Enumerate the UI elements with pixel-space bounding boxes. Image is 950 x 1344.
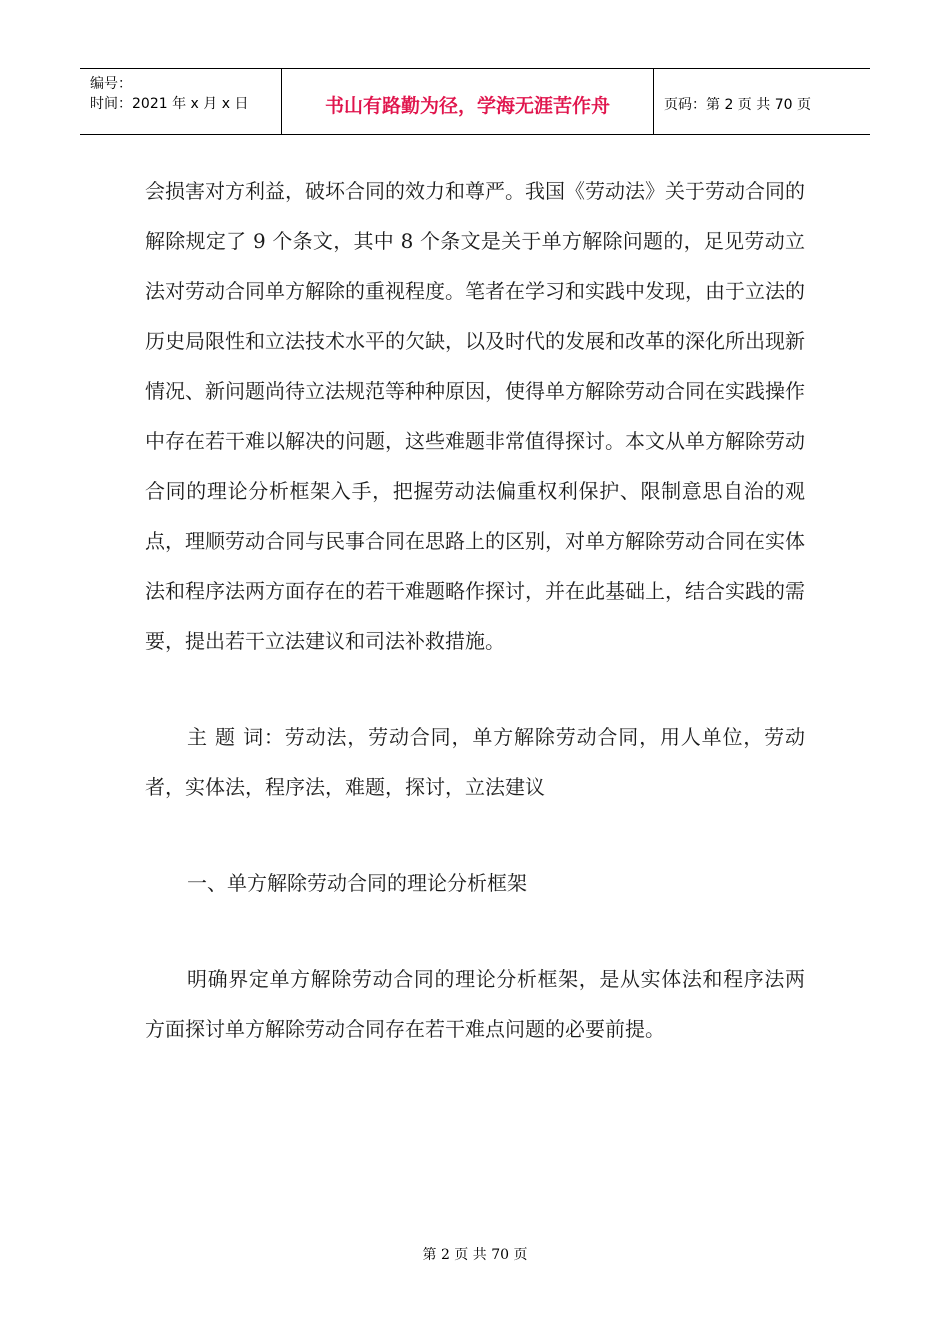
paragraph-spacer: [145, 812, 805, 858]
header-meta-cell: [80, 69, 282, 134]
section-heading: 一、单方解除劳动合同的理论分析框架: [187, 871, 527, 895]
header-motto: 书山有路勤为径，学海无涯苦作舟: [324, 95, 610, 117]
keywords-paragraph: 主 题 词：劳动法，劳动合同，单方解除劳动合同，用人单位，劳动者，实体法，程序法，难题，探讨，立法建议: [145, 725, 805, 799]
page-footer: 第 2 页 共 70 页: [422, 1247, 528, 1263]
paragraph-spacer: [145, 908, 805, 954]
header-motto-cell: [282, 69, 654, 134]
paragraph-spacer: [145, 666, 805, 712]
document-header: [80, 68, 870, 135]
header-page-cell: [654, 69, 870, 134]
document-time-label: 时间：2021 年 x 月 x 日: [90, 96, 249, 112]
body-paragraph: 会损害对方利益，破坏合同的效力和尊严。我国《劳动法》关于劳动合同的解除规定了 9 个条文，其中 8 个条文是关于单方解除问题的，足见劳动立法对劳动合同单方解除的重视程度。笔者在学习和实践中发现，由于立法的历史局限性和立法技术水平的欠缺，以及时代的发展和改革的深化所出现新情况、新问题尚待立法规范等种种原因，使得单方解除劳动合同在实践操作中存在若干难以解决的问题，这些难题非常值得探讨。本文从单方解除劳动合同的理论分析框架入手，把握劳动法偏重权利保护、限制意思自治的观点，理顺劳动合同与民事合同在思路上的区别，对单方解除劳动合同在实体法和程序法两方面存在的若干难题略作探讨，并在此基础上，结合实践的需要，提出若干立法建议和司法补救措施。: [145, 179, 805, 653]
document-body: [145, 166, 805, 1054]
body-paragraph: 明确界定单方解除劳动合同的理论分析框架，是从实体法和程序法两方面探讨单方解除劳动合同存在若干难点问题的必要前提。: [145, 967, 805, 1041]
header-page-number: 页码：第 2 页 共 70 页: [664, 97, 811, 113]
document-number-label: 编号：: [90, 76, 132, 92]
